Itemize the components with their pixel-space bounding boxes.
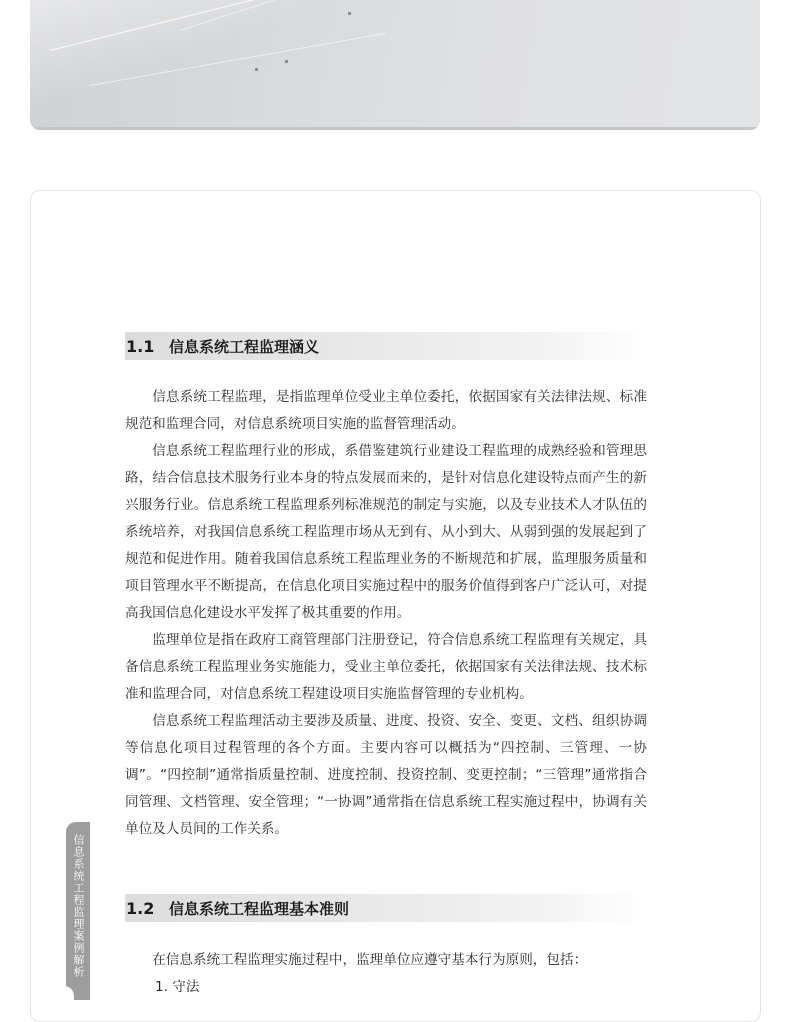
side-tab-label: 信息系统工程监理案例解析 <box>72 834 85 978</box>
section-number: 1.2 <box>126 898 155 918</box>
section-heading-1-1 <box>125 332 645 360</box>
section-number: 1.1 <box>126 336 155 356</box>
chapter-side-tab <box>66 822 90 1000</box>
paragraph: 监理单位是指在政府工商管理部门注册登记，符合信息系统工程监理有关规定，具备信息系统工程监理业务实施能力，受业主单位委托，依据国家有关法律法规、技术标准和监理合同，对信息系统工程建设项目实施监督管理的专业机构。 <box>125 632 647 702</box>
section-title: 信息系统工程监理涵义 <box>169 337 320 356</box>
paragraph: 在信息系统工程监理实施过程中，监理单位应遵守基本行为原则，包括： <box>152 952 588 968</box>
list-item: 1. 守法 <box>155 979 200 995</box>
paragraph: 信息系统工程监理，是指监理单位受业主单位委托，依据国家有关法律法规、标准规范和监理合同，对信息系统项目实施的监督管理活动。 <box>125 389 647 432</box>
paragraph: 信息系统工程监理行业的形成，系借鉴建筑行业建设工程监理的成熟经验和管理思路，结合信息技术服务行业本身的特点发展而来的，是针对信息化建设特点而产生的新兴服务行业。信息系统工程监理系列标准规范的制定与实施，以及专业技术人才队伍的系统培养，对我国信息系统工程监理市场从无到有、从小到大、从弱到强的发展起到了规范和促进作用。随着我国信息系统工程监理业务的不断规范和扩展，监理服务质量和项目管理水平不断提高，在信息化项目实施过程中的服务价值得到客户广泛认可，对提高我国信息化建设水平发挥了极其重要的作用。 <box>125 443 647 621</box>
paragraph: 信息系统工程监理活动主要涉及质量、进度、投资、安全、变更、文档、组织协调等信息化项目过程管理的各个方面。主要内容可以概括为“四控制、三管理、一协调”。“四控制”通常指质量控制、进度控制、投资控制、变更控制；“三管理”通常指合同管理、文档管理、安全管理；“一协调”通常指在信息系统工程实施过程中，协调有关单位及人员间的工作关系。 <box>125 713 647 837</box>
section-1-2-body <box>125 947 647 1001</box>
section-1-1-body <box>125 384 647 843</box>
header-photo <box>30 0 760 130</box>
section-heading-1-2 <box>125 894 645 922</box>
section-title: 信息系统工程监理基本准则 <box>169 899 350 918</box>
